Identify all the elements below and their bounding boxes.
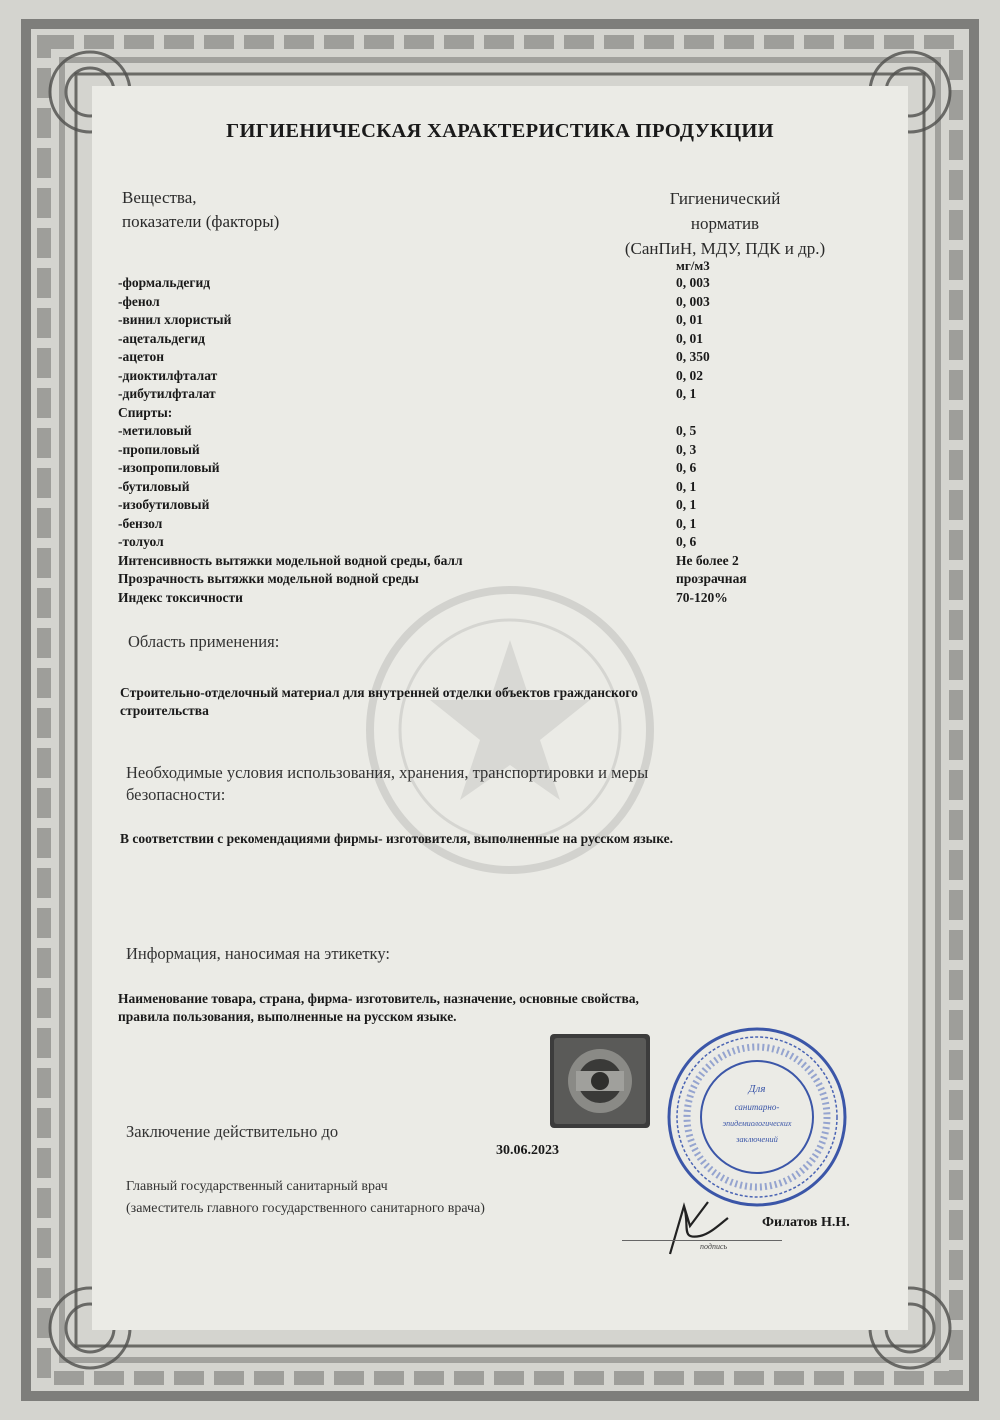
- seal-line-2: санитарно-: [734, 1102, 780, 1112]
- norm-value: 0, 3: [676, 441, 697, 457]
- seal-line-3: эпидемиологических: [722, 1119, 792, 1128]
- norm-value: 0, 6: [676, 534, 697, 549]
- scope-text: Строительно-отделочный материал для внутренней отделки объектов гражданского строительства: [120, 685, 638, 718]
- norm-value: 0, 02: [676, 367, 703, 383]
- table-row: [118, 533, 878, 552]
- norm-value: 0, 1: [676, 478, 697, 494]
- substance-name: -изопропиловый: [118, 460, 220, 475]
- table-row: [118, 367, 878, 386]
- table-row: [118, 293, 878, 312]
- column-header-norm: Гигиенический норматив (СанПиН, МДУ, ПДК и др.): [624, 189, 826, 258]
- norm-value: 0, 6: [676, 460, 697, 475]
- substance-name: Интенсивность вытяжки модельной водной среды, балл: [118, 552, 463, 568]
- norm-value: 0, 5: [676, 423, 697, 438]
- table-row: [118, 570, 878, 589]
- substance-name: -изобутиловый: [118, 497, 210, 512]
- norm-value: Не более 2: [676, 552, 739, 568]
- table-row: [118, 552, 878, 571]
- signer-name: Филатов Н.Н.: [762, 1215, 850, 1230]
- validity-label: Заключение действительно до: [126, 1122, 339, 1141]
- table-row: [118, 441, 878, 460]
- substance-name: -формальдегид: [118, 275, 211, 290]
- official-seal: [664, 1024, 850, 1210]
- conditions-text: В соответствии с рекомендациями фирмы- изготовителя, выполненные на русском языке.: [120, 831, 674, 846]
- substance-name: Прозрачность вытяжки модельной водной среды: [118, 571, 419, 586]
- substance-name: -толуол: [118, 534, 164, 549]
- table-row: [118, 311, 878, 330]
- substance-name: -винил хлористый: [118, 312, 232, 327]
- table-row: [118, 496, 878, 515]
- table-row: [118, 348, 878, 367]
- substance-name: -пропиловый: [118, 441, 200, 457]
- norm-value: 70-120%: [676, 589, 728, 605]
- substance-name: -дибутилфталат: [118, 386, 216, 401]
- conditions-label: Необходимые условия использования, хранения, транспортировки и меры безопасности:: [126, 763, 649, 804]
- substance-name: -ацетон: [118, 349, 164, 364]
- document-title: ГИГИЕНИЧЕСКАЯ ХАРАКТЕРИСТИКА ПРОДУКЦИИ: [226, 120, 774, 142]
- norm-value: 0, 01: [676, 312, 703, 327]
- table-row: [118, 330, 878, 349]
- norm-value: 0, 003: [676, 275, 710, 290]
- substance-name: -диоктилфталат: [118, 367, 218, 383]
- seal-line-1: Для: [748, 1083, 766, 1095]
- norm-value: 0, 1: [676, 515, 697, 531]
- scope-label: Область применения:: [128, 632, 280, 651]
- norm-value: 0, 350: [676, 349, 710, 364]
- norm-value: 0, 1: [676, 386, 697, 401]
- table-row: [118, 589, 878, 608]
- doctor-title: Главный государственный санитарный врач (заместитель главного государственного санитарного врача): [126, 1179, 485, 1216]
- norm-value: 0, 003: [676, 293, 710, 309]
- norm-value: 0, 01: [676, 330, 703, 346]
- table-row: [118, 274, 878, 293]
- substance-name: -метиловый: [118, 423, 192, 438]
- table-row: [118, 478, 878, 497]
- substance-name: -бутиловый: [118, 478, 190, 494]
- table-row: [118, 404, 878, 423]
- hologram-sticker: [550, 1034, 650, 1128]
- substance-name: -ацетальдегид: [118, 330, 205, 346]
- table-row: [118, 385, 878, 404]
- validity-date: 30.06.2023: [496, 1143, 559, 1158]
- signature-line: [622, 1240, 782, 1241]
- signature-caption: подпись: [700, 1242, 728, 1251]
- substance-name: -фенол: [118, 293, 160, 309]
- table-row: [118, 515, 878, 534]
- substance-name: -бензол: [118, 515, 163, 531]
- norm-value: 0, 1: [676, 497, 697, 512]
- substance-name: Спирты:: [118, 404, 173, 420]
- substance-name: Индекс токсичности: [118, 589, 243, 605]
- column-header-substances: Вещества, показатели (факторы): [122, 188, 280, 231]
- substance-table: [118, 274, 878, 607]
- table-row: [118, 459, 878, 478]
- table-row: [118, 422, 878, 441]
- unit-label: мг/м3: [676, 258, 710, 273]
- norm-value: прозрачная: [676, 571, 747, 586]
- label-info-text: Наименование товара, страна, фирма- изготовитель, назначение, основные свойства, правила пользования, выполненные на русском языке.: [118, 991, 639, 1024]
- seal-line-4: заключений: [736, 1134, 778, 1144]
- label-info-label: Информация, наносимая на этикетку:: [126, 944, 390, 963]
